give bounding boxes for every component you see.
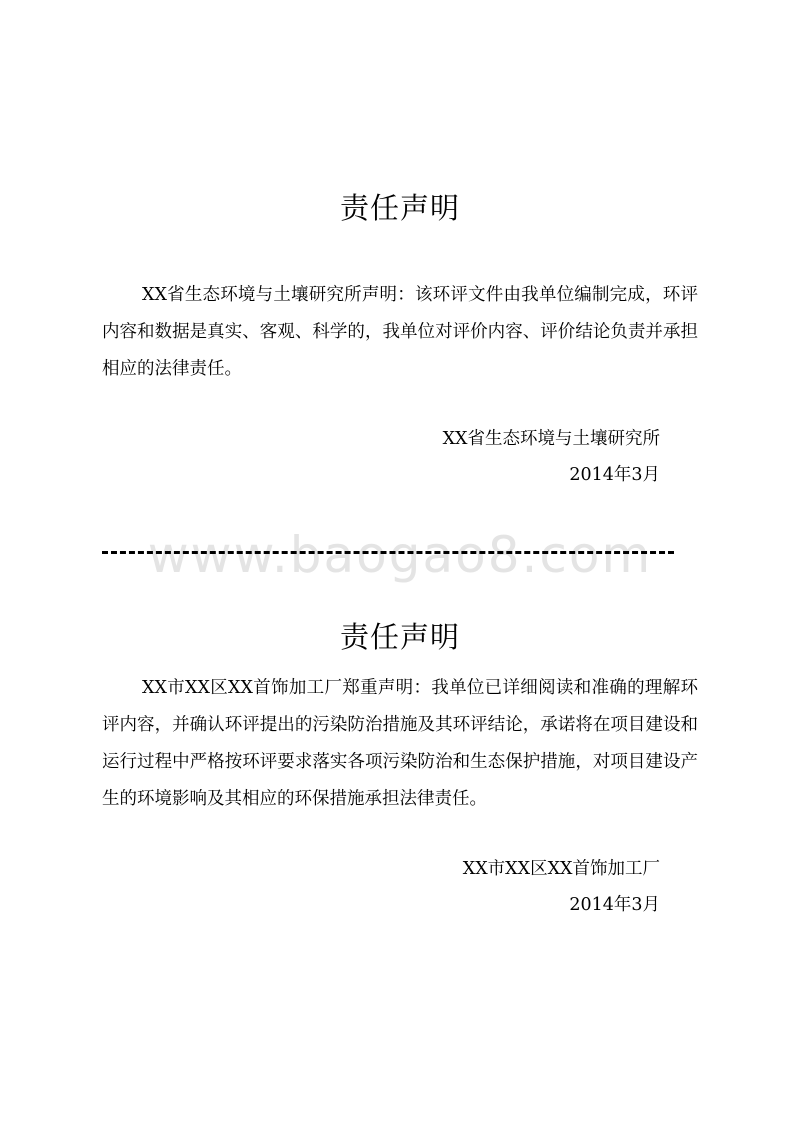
statement-1-signer: XX省生态环境与土壤研究所 <box>442 429 660 449</box>
statement-2-body: XX市XX区XX首饰加工厂郑重声明：我单位已详细阅读和准确的理解环评内容，并确认环评提出的污染防治措施及其环评结论，承诺将在项目建设和运行过程中严格按环评要求落实各项污染防治和生态保护措施，对项目建设产生的环境影响及其相应的环保措施承担法律责任。 <box>102 678 698 809</box>
dashed-divider <box>102 551 674 554</box>
statement-2-date: 2014年3月 <box>569 895 660 915</box>
statement-2-signer: XX市XX区XX首饰加工厂 <box>462 859 660 879</box>
statement-1-title: 责任声明 <box>339 191 460 225</box>
statement-1-body: XX省生态环境与土壤研究所声明：该环评文件由我单位编制完成，环评内容和数据是真实、客观、科学的，我单位对评价内容、评价结论负责并承担相应的法律责任。 <box>102 285 698 379</box>
statement-2-title: 责任声明 <box>339 620 460 654</box>
statement-1-date: 2014年3月 <box>569 465 660 485</box>
watermark: www.baogao8.com <box>147 526 653 584</box>
